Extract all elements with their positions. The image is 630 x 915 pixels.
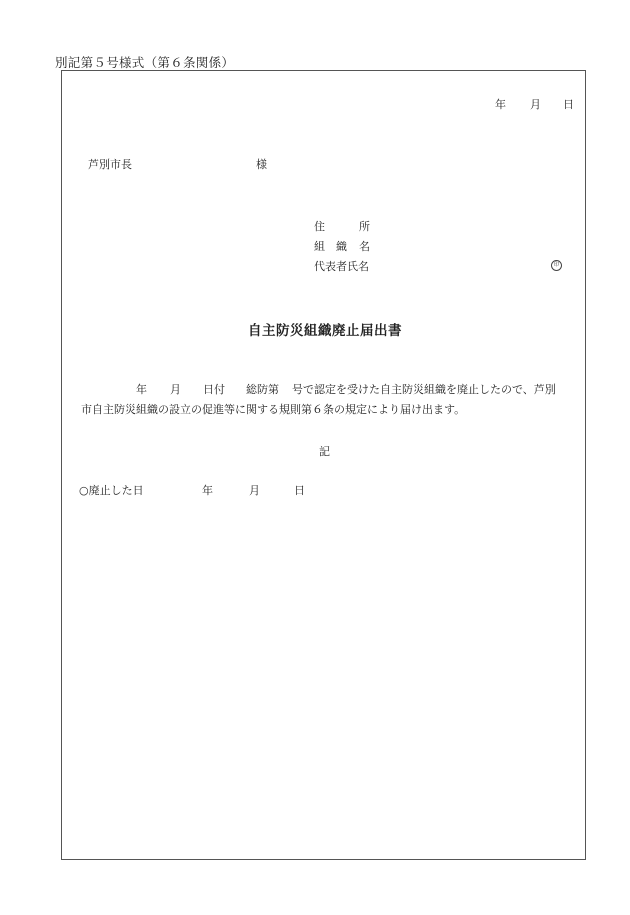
body-ref-prefix: 総防第 — [246, 383, 279, 396]
abolish-year: 年 — [202, 484, 213, 497]
addressee-name: 芦別市長 — [88, 158, 132, 171]
address-label-2: 所 — [359, 220, 370, 233]
body-day-suffix: 日付 — [203, 383, 225, 396]
address-label-1: 住 — [314, 220, 325, 233]
representative-label: 代表者氏名 — [314, 260, 369, 273]
org-label-1: 組 — [314, 240, 325, 253]
ki-label: 記 — [319, 445, 330, 458]
body-month: 月 — [170, 383, 181, 396]
form-label: 別記第５号様式（第６条関係） — [55, 55, 235, 70]
document-title: 自主防災組織廃止届出書 — [248, 323, 402, 339]
document-frame — [61, 70, 586, 860]
date-day: 日 — [563, 98, 574, 111]
seal-icon: 印 — [551, 260, 562, 271]
abolish-day: 日 — [294, 484, 305, 497]
date-month: 月 — [530, 98, 541, 111]
org-label-2: 織 — [336, 240, 347, 253]
abolish-label: ○廃止した日 — [79, 484, 144, 497]
body-line2: 市自主防災組織の設立の促進等に関する規則第６条の規定により届け出ます。 — [81, 403, 466, 416]
addressee-honorific: 様 — [256, 158, 267, 171]
org-label-3: 名 — [359, 240, 370, 253]
body-year: 年 — [136, 383, 147, 396]
abolish-month: 月 — [249, 484, 260, 497]
body-line1-rest: 号で認定を受けた自主防災組織を廃止したので、芦別 — [292, 383, 556, 396]
date-year: 年 — [495, 98, 506, 111]
